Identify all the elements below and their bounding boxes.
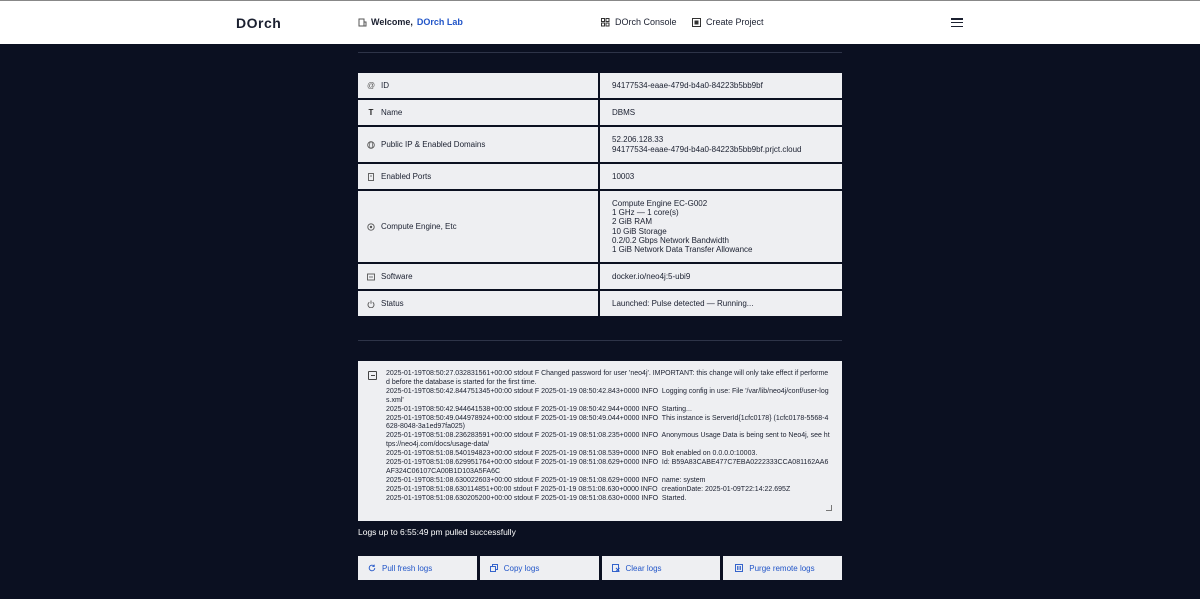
info-row-name — [358, 100, 842, 125]
info-row-id — [358, 73, 842, 98]
building-icon — [358, 18, 367, 27]
software-value: docker.io/neo4j:5-ubi9 — [612, 271, 691, 281]
info-value-cell — [600, 164, 842, 189]
purge-logs-button[interactable] — [723, 556, 842, 580]
package-icon — [367, 273, 375, 281]
info-label: Name — [381, 108, 403, 117]
create-project-label: Create Project — [706, 17, 764, 27]
welcome-user-link[interactable]: DOrch Lab — [416, 17, 463, 27]
info-value-cell — [600, 127, 842, 162]
external-link-icon — [692, 18, 701, 27]
info-label-cell — [358, 191, 598, 262]
info-label-cell — [358, 127, 598, 162]
logs-content: 2025-01-19T08:50:27.032831561+00:00 stdout F Changed password for user 'neo4j'. IMPORTANT: this change will only take effect if performed before the database is started for the first time. 2025-01-19T08:50:42.844751345+00:00 stdout F 2025-01-19 08:50:42.843+0000 INFO Logging config in use: File '/var/lib/neo4j/conf/user-logs.xml' 2025-01-19T08:50:42.944641538+00:00 stdout F 2025-01-19 08:50:42.944+0000 INFO Starting... 2025-01-19T08:50:49.044978924+00:00 stdout F 2025-01-19 08:50:49.044+0000 INFO This instance is ServerId{1cfc0178} (1cfc0178-5568-4628-8048-3a1ed97fa025) 2025-01-19T08:51:08.236283591+00:00 stdout F 2025-01-19 08:51:08.235+0000 INFO Anonymous Usage Data is being sent to Neo4j, see https://neo4j.com/docs/usage-data/ 2025-01-19T08:51:08.540194823+00:00 stdout F 2025-01-19 08:51:08.539+0000 INFO Bolt enabled on 0.0.0.0:10003. 2025-01-19T08:51:08.629951764+00:00 stdout F 2025-01-19 08:51:08.629+0000 INFO Id: B59A83CABE477C7EBA0222333CCA081162AA6AF324C06107CA00B1D103A5FA6C 2025-01-19T08:51:08.630022603+00:00 stdout F 2025-01-19 08:51:08.629+0000 INFO name: system 2025-01-19T08:51:08.630114851+00:00 stdout F 2025-01-19 08:51:08.630+0000 INFO creationDate: 2025-01-09T22:14:22.695Z 2025-01-19T08:51:08.630205200+00:00 stdout F 2025-01-19 08:51:08.630+0000 INFO Started. — [386, 370, 830, 502]
refresh-icon — [368, 564, 376, 572]
info-label-cell — [358, 291, 598, 316]
hamburger-icon[interactable] — [951, 18, 963, 27]
at-icon: @ — [367, 80, 376, 90]
info-row-software — [358, 264, 842, 289]
top-navbar — [0, 0, 1200, 44]
text-icon: T — [368, 107, 374, 117]
compute-line: 10 GiB Storage — [612, 226, 667, 236]
public-ip-value: 52.206.128.33 — [612, 135, 664, 145]
info-value-cell — [600, 191, 842, 262]
compute-line: 1 GHz — 1 core(s) — [612, 207, 679, 217]
domain-value: 94177534-eaae-479d-b4a0-84223b5bb9bf.prjct.cloud — [612, 144, 802, 154]
port-icon — [367, 173, 375, 181]
console-link-label: DOrch Console — [615, 17, 677, 27]
info-label: Status — [381, 299, 404, 308]
info-label-cell — [358, 73, 598, 98]
info-value-cell — [600, 264, 842, 289]
clear-logs-label: Clear logs — [625, 563, 662, 573]
cpu-icon — [367, 223, 375, 231]
create-project-link[interactable] — [692, 17, 764, 27]
info-row-status — [358, 291, 842, 316]
brand-logo[interactable]: DOrch — [236, 15, 282, 31]
info-value-cell — [600, 73, 842, 98]
grid-icon — [601, 18, 610, 27]
pull-logs-button[interactable] — [358, 556, 477, 580]
console-link[interactable] — [601, 17, 677, 27]
info-row-compute — [358, 191, 842, 262]
welcome-area — [358, 17, 463, 27]
id-value: 94177534-eaae-479d-b4a0-84223b5bb9bf — [612, 80, 763, 90]
compute-line: 2 GiB RAM — [612, 217, 653, 227]
info-label: ID — [381, 81, 389, 90]
log-actions — [358, 556, 842, 580]
power-icon — [367, 300, 375, 308]
info-value-cell — [600, 291, 842, 316]
compute-line: 0.2/0.2 Gbps Network Bandwidth — [612, 235, 729, 245]
info-label-cell — [358, 164, 598, 189]
instance-info-table — [358, 73, 842, 318]
compute-line: Compute Engine EC-G002 — [612, 198, 708, 208]
terminal-icon — [368, 371, 377, 380]
logs-status-text: Logs up to 6:55:49 pm pulled successfully — [358, 527, 516, 537]
eraser-icon — [612, 564, 620, 572]
middle-divider — [358, 340, 842, 341]
logs-textarea[interactable] — [358, 361, 842, 521]
info-label: Public IP & Enabled Domains — [381, 140, 486, 149]
compute-line: 1 GiB Network Data Transfer Allowance — [612, 245, 753, 255]
ports-value: 10003 — [612, 171, 635, 181]
copy-logs-button[interactable] — [480, 556, 599, 580]
info-row-ports — [358, 164, 842, 189]
info-row-public-ip — [358, 127, 842, 162]
name-value: DBMS — [612, 107, 636, 117]
info-label: Software — [381, 272, 413, 281]
info-label: Enabled Ports — [381, 172, 432, 181]
info-label-cell — [358, 264, 598, 289]
resize-handle[interactable] — [826, 505, 832, 511]
status-value: Launched: Pulse detected — Running... — [612, 298, 754, 308]
copy-logs-label: Copy logs — [503, 563, 540, 573]
welcome-prefix: Welcome, — [371, 17, 413, 27]
info-label: Compute Engine, Etc — [381, 222, 457, 231]
purge-logs-label: Purge remote logs — [749, 563, 815, 573]
top-divider — [358, 52, 842, 53]
copy-icon — [490, 564, 498, 572]
globe-icon — [367, 141, 375, 149]
clear-logs-button[interactable] — [602, 556, 721, 580]
info-value-cell — [600, 100, 842, 125]
info-label-cell — [358, 100, 598, 125]
trash-icon — [735, 564, 743, 572]
pull-logs-label: Pull fresh logs — [382, 563, 433, 573]
